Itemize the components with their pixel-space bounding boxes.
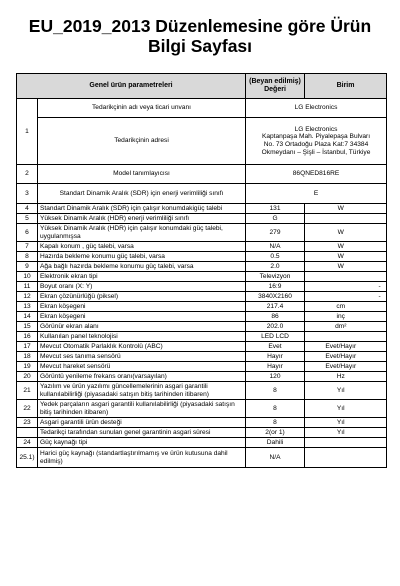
- row-tail: [377, 438, 387, 448]
- table-row: [17, 99, 387, 118]
- row-label: Ekran çözünürlüğü (piksel): [38, 292, 246, 302]
- row-number: 25.1): [17, 448, 38, 468]
- row-value: Evet: [246, 342, 305, 352]
- header-params: Genel ürün parametreleri: [17, 74, 246, 99]
- row-label: Yedek parçaların asgari garantili kullanılabilirliği (piyasadaki satışın bitiş tarihinden itibaren): [38, 400, 246, 418]
- row-unit: Hz: [305, 372, 377, 382]
- row-number: 2: [17, 165, 38, 184]
- row-unit: W: [305, 262, 377, 272]
- row-number: 16: [17, 332, 38, 342]
- row-tail: [377, 352, 387, 362]
- row-label: Yüksek Dinamik Aralık (HDR) enerji verimliliği sınıfı: [38, 214, 246, 224]
- row-number: 11: [17, 282, 38, 292]
- table-row: [17, 272, 387, 282]
- table-header-row: [17, 74, 387, 99]
- row-label: Mevcut Otomatik Parlaklık Kontrolü (ABC): [38, 342, 246, 352]
- table-row: [17, 448, 387, 468]
- row-unit: [305, 332, 377, 342]
- header-unit: Birim: [305, 74, 387, 99]
- row-label: Görünür ekran alanı: [38, 322, 246, 332]
- table-row: [17, 428, 387, 438]
- table-row: [17, 332, 387, 342]
- table-row: [17, 438, 387, 448]
- row-tail: [377, 302, 387, 312]
- row-label: Ekran köşegeni: [38, 302, 246, 312]
- address-line: Kaptanpaşa Mah. Piyalepaşa Bulvarı: [261, 133, 371, 141]
- row-tail: [377, 322, 387, 332]
- row-tail: [377, 448, 387, 468]
- row-label: Standart Dinamik Aralık (SDR) için enerji verimliliği sınıfı: [38, 184, 246, 204]
- row-label: Güç kaynağı tipi: [38, 438, 246, 448]
- row-unit: W: [305, 204, 377, 214]
- row-tail: [377, 252, 387, 262]
- table-row: [17, 242, 387, 252]
- row-value: 86: [246, 312, 305, 322]
- row-number: 4: [17, 204, 38, 214]
- row-tail: [377, 342, 387, 352]
- row-unit: Yıl: [305, 418, 377, 428]
- row-number: [17, 428, 38, 438]
- row-unit: Evet/Hayır: [305, 342, 377, 352]
- row-tail: [377, 372, 387, 382]
- row-unit: [305, 282, 377, 292]
- row-value: 0.5: [246, 252, 305, 262]
- row-tail: [377, 224, 387, 242]
- table-row: [17, 224, 387, 242]
- table-row: [17, 342, 387, 352]
- row-number: 12: [17, 292, 38, 302]
- table-row: [17, 292, 387, 302]
- row-label: Asgari garantili ürün desteği: [38, 418, 246, 428]
- row-value: 3840X2160: [246, 292, 305, 302]
- table-row: [17, 184, 387, 204]
- row-label: Harici güç kaynağı (standartlaştırılmamış ve ürün kutusuna dahil edilmiş): [38, 448, 246, 468]
- table-row: [17, 118, 387, 165]
- row-value: Dahili: [246, 438, 305, 448]
- row-unit: W: [305, 224, 377, 242]
- row-unit: inç: [305, 312, 377, 322]
- row-value: 217.4: [246, 302, 305, 312]
- address-line: No. 73 Ortadoğu Plaza Kat:7 34384: [263, 141, 369, 148]
- row-unit: cm: [305, 302, 377, 312]
- row-label: Ekran köşegeni: [38, 312, 246, 322]
- row-label: Boyut oranı (X: Y): [38, 282, 246, 292]
- table-row: [17, 282, 387, 292]
- row-label: Görüntü yenileme frekans oranı(varsayılan): [38, 372, 246, 382]
- row-label: Tedarikçi tarafından sunulan genel garantinin asgari süresi: [38, 428, 246, 438]
- row-number: 3: [17, 184, 38, 204]
- row-number: 9: [17, 262, 38, 272]
- row-number: 14: [17, 312, 38, 322]
- row-tail: [377, 262, 387, 272]
- row-unit: Evet/Hayır: [305, 362, 377, 372]
- row-number: 8: [17, 252, 38, 262]
- row-tail: [377, 242, 387, 252]
- table-row: [17, 214, 387, 224]
- row-value: E: [246, 184, 387, 204]
- row-tail: [377, 272, 387, 282]
- row-tail: -: [377, 292, 387, 302]
- row-number: 13: [17, 302, 38, 312]
- row-value: 279: [246, 224, 305, 242]
- row-label: Ağa bağlı hazırda bekleme konumu güç talebi, varsa: [38, 262, 246, 272]
- address-value: [246, 118, 387, 165]
- row-label: Kullanılan panel teknolojisi: [38, 332, 246, 342]
- address-line: LG Electronics: [294, 125, 338, 133]
- row-label: Elektronik ekran tipi: [38, 272, 246, 282]
- table-row: [17, 204, 387, 214]
- spec-table: [16, 73, 387, 468]
- row-value: 202.0: [246, 322, 305, 332]
- row-label: Tedarikçinin adı veya ticari unvanı: [38, 99, 246, 118]
- row-number: 7: [17, 242, 38, 252]
- row-label: Kapalı konum , güç talebi, varsa: [38, 242, 246, 252]
- row-value: 8: [246, 418, 305, 428]
- row-unit: [305, 438, 377, 448]
- row-number: 22: [17, 400, 38, 418]
- row-value: Hayır: [246, 352, 305, 362]
- table-row: [17, 382, 387, 400]
- row-number: 19: [17, 362, 38, 372]
- row-value: 2(or 1): [246, 428, 305, 438]
- row-number: 23: [17, 418, 38, 428]
- row-value: Televizyon: [246, 272, 305, 282]
- row-unit: [305, 448, 377, 468]
- row-unit: [305, 272, 377, 282]
- row-tail: [377, 382, 387, 400]
- row-value: 86QNED816RE: [246, 165, 387, 184]
- row-value: G: [246, 214, 305, 224]
- table-row: [17, 262, 387, 272]
- table-row: [17, 418, 387, 428]
- table-row: [17, 302, 387, 312]
- row-value: N/A: [246, 242, 305, 252]
- row-number: 5: [17, 214, 38, 224]
- row-number: 15: [17, 322, 38, 332]
- row-tail: [377, 312, 387, 322]
- row-number: 18: [17, 352, 38, 362]
- row-label: Mevcut ses tanıma sensörü: [38, 352, 246, 362]
- row-number: 20: [17, 372, 38, 382]
- table-row: [17, 322, 387, 332]
- row-value: N/A: [246, 448, 305, 468]
- row-unit: Yıl: [305, 382, 377, 400]
- row-value: 2.0: [246, 262, 305, 272]
- row-value: 8: [246, 400, 305, 418]
- table-row: [17, 165, 387, 184]
- row-number: 24: [17, 438, 38, 448]
- table-row: [17, 372, 387, 382]
- row-value: 8: [246, 382, 305, 400]
- row-tail: [377, 204, 387, 214]
- row-unit: dm²: [305, 322, 377, 332]
- row-unit: [305, 214, 377, 224]
- header-value: (Beyan edilmiş) Değeri: [246, 74, 305, 99]
- row-value: 16:9: [246, 282, 305, 292]
- row-tail: [377, 362, 387, 372]
- row-tail: [377, 428, 387, 438]
- row-unit: Yıl: [305, 400, 377, 418]
- row-tail: [377, 400, 387, 418]
- table-row: [17, 312, 387, 322]
- row-unit: [305, 292, 377, 302]
- row-label: Model tanımlayıcısı: [38, 165, 246, 184]
- row-tail: [377, 418, 387, 428]
- row-number: 17: [17, 342, 38, 352]
- row-label: Mevcut hareket sensörü: [38, 362, 246, 372]
- table-row: [17, 252, 387, 262]
- row-unit: W: [305, 252, 377, 262]
- row-label: Yazılım ve ürün yazılımı güncellemelerinin asgari garantili kullanılabilirliği (piyasadaki satışın bitiş tarihinden itibaren): [38, 382, 246, 400]
- row-value: 131: [246, 204, 305, 214]
- row-tail: -: [377, 282, 387, 292]
- row-unit: W: [305, 242, 377, 252]
- row-value: Hayır: [246, 362, 305, 372]
- row-value: LG Electronics: [246, 99, 387, 118]
- row-tail: [377, 332, 387, 342]
- address-line: Okmeydanı – Şişli – İstanbul, Türkiye: [261, 148, 371, 156]
- row-number: 6: [17, 224, 38, 242]
- row-label: Yüksek Dinamik Aralık (HDR) için çalışır konumdaki güç talebi, uygulanmışsa: [38, 224, 246, 242]
- row-number: 1: [17, 99, 38, 165]
- page-title: EU_2019_2013 Düzenlemesine göre Ürün Bilgi Sayfası: [28, 16, 372, 56]
- row-number: 21: [17, 382, 38, 400]
- row-unit: Evet/Hayır: [305, 352, 377, 362]
- row-tail: [377, 214, 387, 224]
- row-unit: Yıl: [305, 428, 377, 438]
- table-row: [17, 362, 387, 372]
- row-label: Hazırda bekleme konumu güç talebi, varsa: [38, 252, 246, 262]
- row-value: LED LCD: [246, 332, 305, 342]
- row-value: 120: [246, 372, 305, 382]
- row-label: Standart Dinamik Aralık (SDR) için çalışır konumdakigüç talebi: [38, 204, 246, 214]
- row-number: 10: [17, 272, 38, 282]
- table-row: [17, 352, 387, 362]
- row-label: Tedarikçinin adresi: [38, 118, 246, 165]
- table-row: [17, 400, 387, 418]
